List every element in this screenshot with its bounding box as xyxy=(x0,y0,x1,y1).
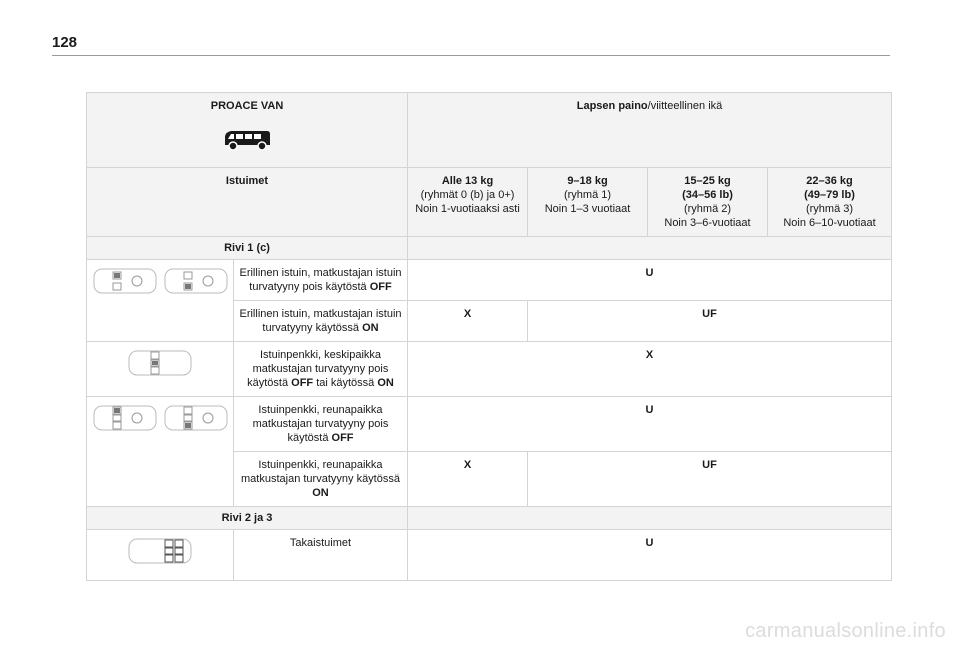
description-text: Erillinen istuin, matkustajan istuin turvatyyny pois käytöstä xyxy=(239,267,402,293)
seat-map-icon xyxy=(93,403,157,433)
suitability-value: X xyxy=(408,301,528,342)
header-rule xyxy=(52,55,890,56)
airbag-state: OFF xyxy=(291,377,314,389)
section-label: Rivi 2 ja 3 xyxy=(87,507,408,530)
suitability-value: X xyxy=(408,342,892,397)
table-row xyxy=(87,397,892,452)
vehicle-name: PROACE VAN xyxy=(210,100,284,112)
description-text: Istuinpenkki, reunapaikka matkustajan turvatyyny pois käytöstä xyxy=(252,404,389,444)
child-age-label: /viitteellinen ikä xyxy=(647,100,723,112)
group-age: Noin 1-vuotiaaksi asti xyxy=(415,203,520,215)
airbag-state: ON xyxy=(377,377,394,389)
airbag-state: OFF xyxy=(369,281,392,293)
table-row xyxy=(87,260,892,301)
group-1-header xyxy=(528,168,648,237)
description-text: Takaistuimet xyxy=(289,537,352,549)
child-weight-label: Lapsen paino xyxy=(576,100,648,112)
van-side-icon xyxy=(91,127,403,153)
seat-description xyxy=(234,301,408,342)
seat-map-icon-cell xyxy=(87,260,234,342)
group-header-row xyxy=(87,168,892,237)
airbag-state: OFF xyxy=(331,432,354,444)
section-row-1 xyxy=(87,237,892,260)
group-0-header xyxy=(408,168,528,237)
page-number: 128 xyxy=(52,34,78,51)
airbag-state: ON xyxy=(362,322,379,334)
description-text: tai käytössä xyxy=(313,377,378,389)
group-3-header xyxy=(768,168,892,237)
seat-map-icon xyxy=(93,266,157,296)
group-age: Noin 6–10-vuotiaat xyxy=(783,217,876,229)
seat-description xyxy=(234,530,408,581)
watermark: carmanualsonline.info xyxy=(745,620,946,642)
seat-map-icon xyxy=(128,536,192,566)
group-name: (ryhmä 3) xyxy=(805,203,854,215)
seat-map-icon xyxy=(164,403,228,433)
seat-map-icon xyxy=(164,266,228,296)
seats-header: Istuimet xyxy=(87,168,408,237)
section-label: Rivi 1 (c) xyxy=(87,237,408,260)
group-weight-lb: (34–56 lb) xyxy=(682,189,733,201)
group-weight-lb: (49–79 lb) xyxy=(804,189,855,201)
group-age: Noin 1–3 vuotiaat xyxy=(544,203,631,215)
vehicle-cell xyxy=(87,93,408,168)
suitability-value: U xyxy=(408,530,892,581)
group-name: (ryhmät 0 (b) ja 0+) xyxy=(420,189,515,201)
group-age: Noin 3–6-vuotiaat xyxy=(664,217,751,229)
suitability-value: U xyxy=(408,397,892,452)
seat-description xyxy=(234,342,408,397)
table-row xyxy=(87,342,892,397)
table-row xyxy=(87,530,892,581)
group-name: (ryhmä 1) xyxy=(563,189,612,201)
suitability-value: X xyxy=(408,452,528,507)
child-seat-table xyxy=(86,92,892,581)
seat-map-icon-cell xyxy=(87,342,234,397)
table-header-row xyxy=(87,93,892,168)
group-weight: 22–36 kg xyxy=(806,175,853,187)
group-2-header xyxy=(648,168,768,237)
seat-description xyxy=(234,397,408,452)
group-weight: 9–18 kg xyxy=(567,175,608,187)
group-name: (ryhmä 2) xyxy=(683,203,732,215)
section-row-2 xyxy=(87,507,892,530)
seat-description xyxy=(234,452,408,507)
description-text: Erillinen istuin, matkustajan istuin turvatyyny käytössä xyxy=(239,308,402,334)
suitability-value: UF xyxy=(528,452,892,507)
description-text: Istuinpenkki, reunapaikka matkustajan turvatyyny käytössä xyxy=(241,459,400,485)
seat-map-icon-cell xyxy=(87,397,234,507)
suitability-value: UF xyxy=(528,301,892,342)
group-weight: Alle 13 kg xyxy=(441,175,494,187)
group-weight: 15–25 kg xyxy=(684,175,731,187)
description-text: Istuinpenkki, keskipaikka matkustajan turvatyyny pois käytöstä xyxy=(247,349,389,389)
child-weight-header xyxy=(408,93,892,168)
suitability-value: U xyxy=(408,260,892,301)
seat-map-icon xyxy=(128,348,192,378)
airbag-state: ON xyxy=(312,487,329,499)
section-spacer xyxy=(408,237,892,260)
seat-map-icon-cell xyxy=(87,530,234,581)
section-spacer xyxy=(408,507,892,530)
seat-description xyxy=(234,260,408,301)
